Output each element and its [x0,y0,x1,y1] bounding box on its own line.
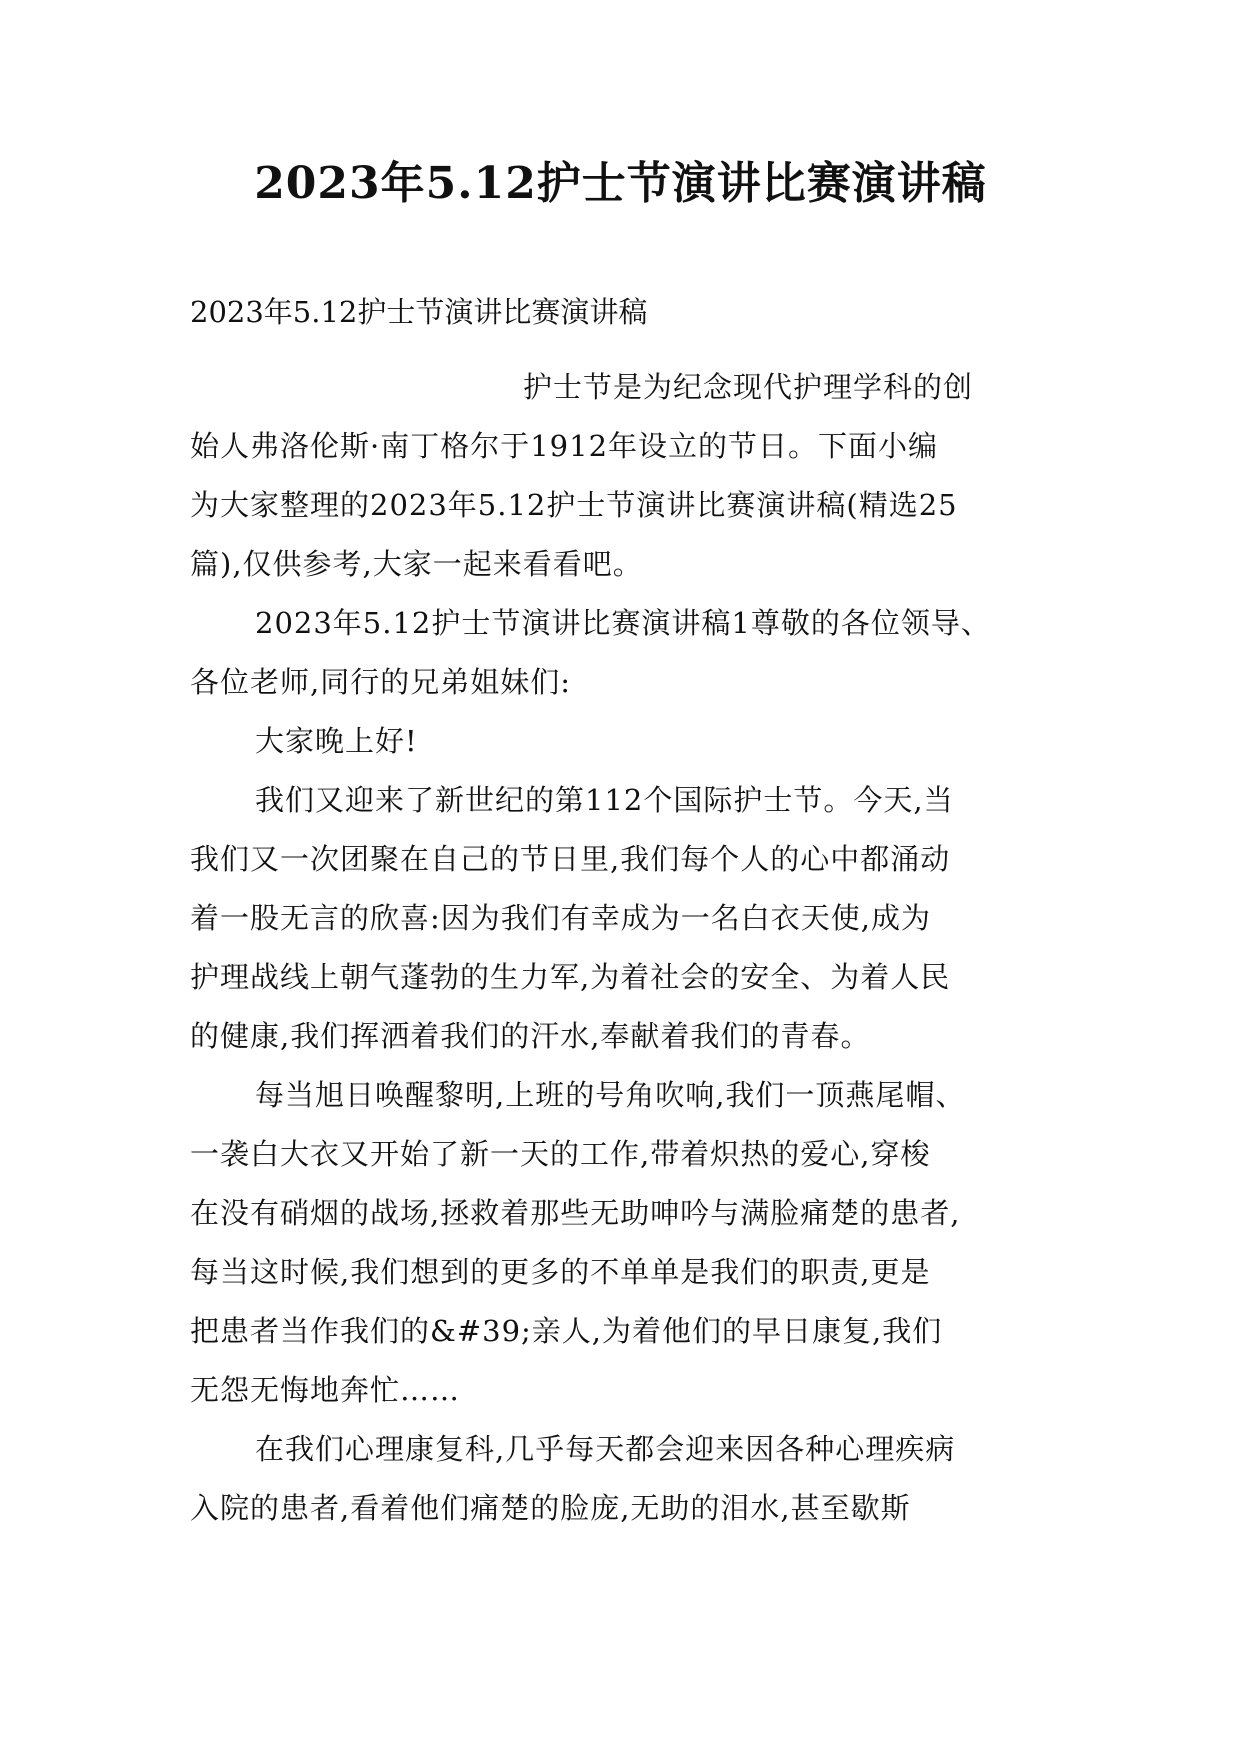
paragraph-line: 篇),仅供参考,大家一起来看看吧。 [190,547,643,581]
paragraph-line: 把患者当作我们的&#39;亲人,为着他们的早日康复,我们 [190,1314,943,1348]
paragraph-line: 每当这时候,我们想到的更多的不单单是我们的职责,更是 [190,1255,931,1289]
paragraph-line: 我们又一次团聚在自己的节日里,我们每个人的心中都涌动 [190,842,951,876]
paragraph-line: 一袭白大衣又开始了新一天的工作,带着炽热的爱心,穿梭 [190,1137,931,1171]
paragraph-line: 入院的患者,看着他们痛楚的脸庞,无助的泪水,甚至歇斯 [190,1491,911,1525]
paragraph-line: 在没有硝烟的战场,拯救着那些无助呻吟与满脸痛楚的患者, [190,1196,961,1230]
document-title: 2023年5.12护士节演讲比赛演讲稿 [254,158,987,209]
paragraph-line: 的健康,我们挥洒着我们的汗水,奉献着我们的青春。 [190,1019,871,1053]
paragraph-line: 护士节是为纪念现代护理学科的创 [523,370,974,404]
paragraph-line: 我们又迎来了新世纪的第112个国际护士节。今天,当 [255,783,954,817]
paragraph-line: 无怨无悔地奔忙…… [190,1373,461,1407]
paragraph-line: 大家晚上好! [255,724,418,758]
paragraph-line: 着一股无言的欣喜:因为我们有幸成为一名白衣天使,成为 [190,901,931,935]
paragraph-line: 在我们心理康复科,几乎每天都会迎来因各种心理疾病 [255,1432,956,1466]
paragraph-line: 护理战线上朝气蓬勃的生力军,为着社会的安全、为着人民 [190,960,951,994]
document-subtitle: 2023年5.12护士节演讲比赛演讲稿 [190,295,648,329]
paragraph-line: 各位老师,同行的兄弟姐妹们: [190,665,571,699]
paragraph-line: 始人弗洛伦斯·南丁格尔于1912年设立的节日。下面小编 [190,429,939,463]
paragraph-line: 为大家整理的2023年5.12护士节演讲比赛演讲稿(精选25 [190,488,958,522]
paragraph-line: 2023年5.12护士节演讲比赛演讲稿1尊敬的各位领导、 [255,606,991,640]
paragraph-line: 每当旭日唤醒黎明,上班的号角吹响,我们一顶燕尾帽、 [255,1078,966,1112]
